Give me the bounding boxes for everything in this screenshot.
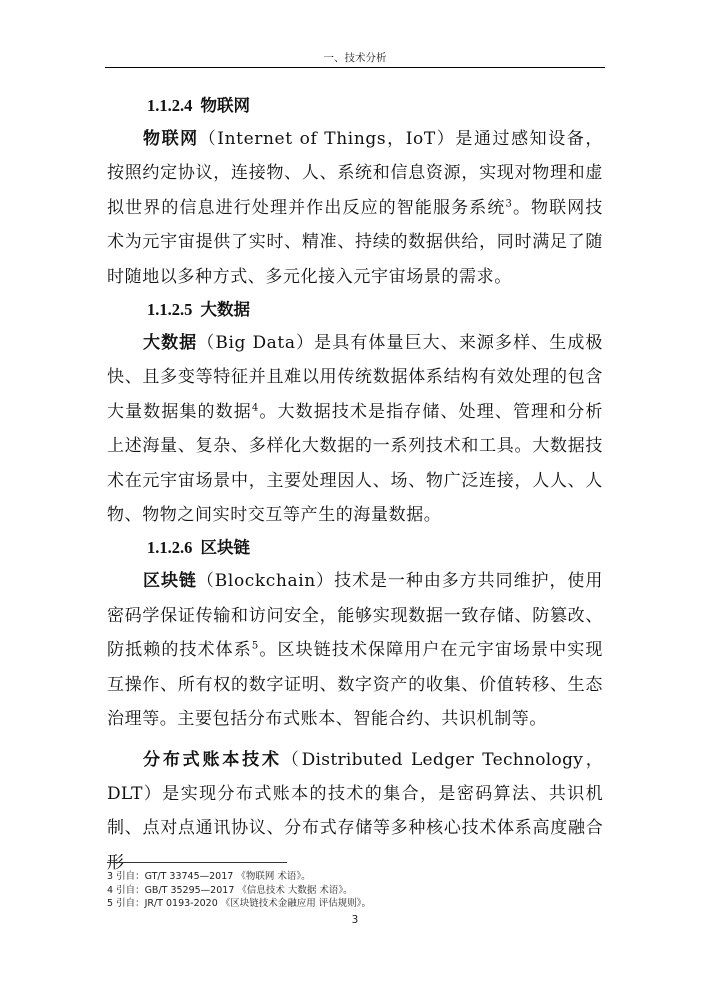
- section-title: 区块链: [200, 538, 250, 558]
- footnote-ref-5[interactable]: 5: [251, 640, 259, 652]
- paragraph-blockchain: [107, 564, 603, 736]
- page-body: [107, 90, 603, 880]
- footnote-ref-3[interactable]: 3: [505, 198, 513, 210]
- paragraph-text-tail: 。大数据技术是指存储、处理、管理和分析上述海量、复杂、多样化大数据的一系列技术和工具。大数据技术在元宇宙场景中，主要处理因人、场、物广泛连接，人人、人物、物物之间实时交互等产生的海量数据。: [107, 401, 603, 526]
- paragraph-text: （Blockchain）技术是一种由多方共同维护，使用密码学保证传输和访问安全，能够实现数据一致存储、防篡改、防抵赖的技术体系: [107, 571, 603, 661]
- page-number: 3: [351, 914, 359, 926]
- section-number: 1.1.2.4: [147, 96, 193, 115]
- paragraph-iot: [107, 122, 603, 294]
- section-title: 物联网: [200, 96, 250, 115]
- footnotes: [107, 870, 371, 911]
- paragraph-text: （Internet of Things，IoT）是通过感知设备，按照约定协议，连接物、人、系统和信息资源，实现对物理和虚拟世界的信息进行处理并作出反应的智能服务系统: [107, 129, 603, 218]
- term-dlt: 分布式账本技术: [143, 749, 282, 770]
- section-title: 大数据: [200, 300, 250, 320]
- section-number: 1.1.2.6: [147, 538, 193, 558]
- section-number: 1.1.2.5: [147, 300, 193, 320]
- paragraph-dlt: [107, 743, 603, 881]
- section-heading-iot: [107, 90, 603, 122]
- paragraph-text-tail: 。物联网技术为元宇宙提供了实时、精准、持续的数据供给，同时满足了随时随地以多种方式、多元化接入元宇宙场景的需求。: [107, 197, 603, 287]
- paragraph-text: （Distributed Ledger Technology，DLT）是实现分布式账本的技术的集合，是密码算法、共识机制、点对点通讯协议、分布式存储等多种核心技术体系高度融合形: [107, 749, 603, 873]
- footnote-rule: [107, 862, 287, 863]
- footnote-3: 3 引自：GT/T 33745—2017 《物联网 术语》。: [107, 871, 311, 882]
- section-heading-blockchain: [107, 532, 603, 564]
- footnote-5: 5 引自：JR/T 0193-2020 《区块链技术金融应用 评估规则》。: [107, 898, 372, 909]
- paragraph-big-data: [107, 326, 603, 532]
- paragraph-text-tail: 。区块链技术保障用户在元宇宙场景中实现互操作、所有权的数字证明、数字资产的收集、价值转移、生态治理等。主要包括分布式账本、智能合约、共识机制等。: [107, 640, 603, 730]
- section-heading-big-data: [107, 294, 603, 326]
- term-big-data: 大数据: [143, 333, 198, 354]
- footnote-4: 4 引自：GB/T 35295—2017 《信息技术 大数据 术语》。: [107, 884, 353, 896]
- footnote-ref-4[interactable]: 4: [251, 402, 259, 414]
- running-header: 一、技术分析: [323, 52, 387, 64]
- term-blockchain: 区块链: [143, 571, 197, 592]
- paragraph-text: （Big Data）是具有体量巨大、来源多样、生成极快、且多变等特征并且难以用传统数据体系结构有效处理的包含大量数据集的数据: [107, 333, 604, 422]
- header-rule: [105, 67, 605, 68]
- term-iot: 物联网: [143, 129, 199, 149]
